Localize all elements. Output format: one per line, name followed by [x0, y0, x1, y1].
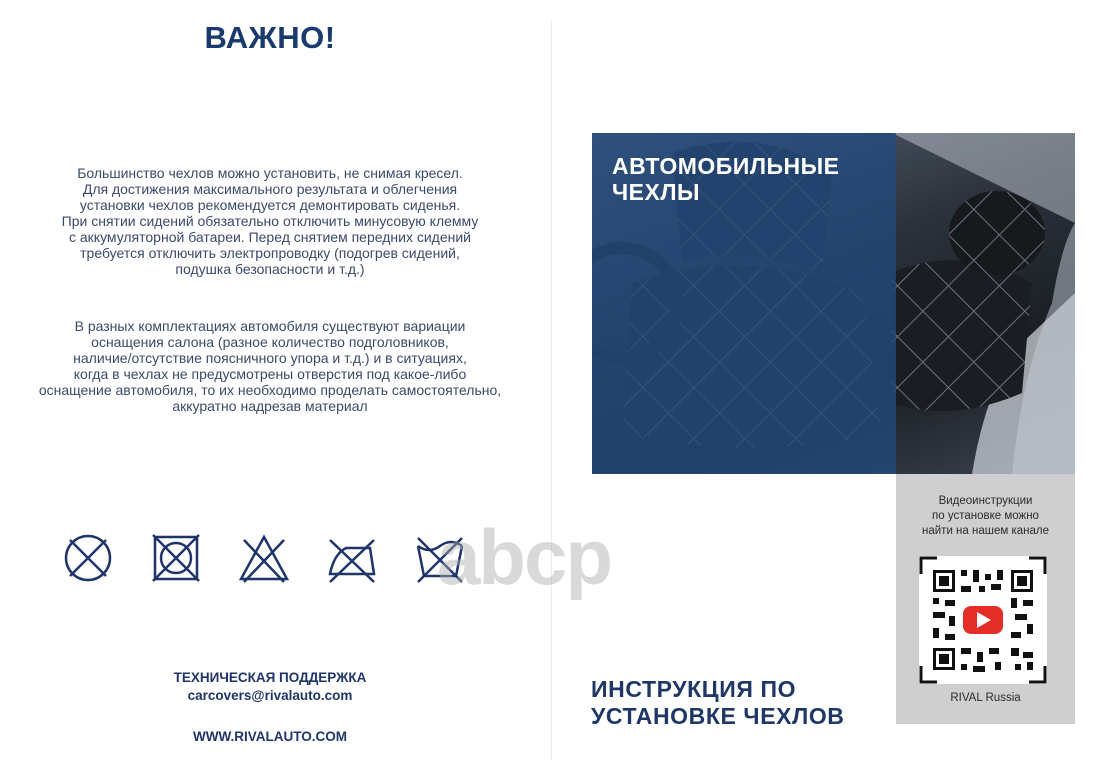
- paragraph-line: с аккумуляторной батареи. Перед снятием передних сидений: [68, 229, 471, 245]
- paragraph-line: оснащение автомобиля, то их необходимо проделать самостоятельно,: [38, 382, 502, 398]
- no-bleach-icon: [238, 532, 290, 584]
- no-wash-icon: [62, 532, 114, 584]
- right-page: [551, 0, 1100, 772]
- video-text-line: по установке можно: [932, 510, 1039, 522]
- photo-title-line: ЧЕХЛЫ: [612, 179, 700, 205]
- paragraph-line: При снятии сидений обязательно отключить минусовую клемму: [61, 213, 479, 229]
- no-iron-icon: [326, 532, 378, 584]
- instruction-title-line: УСТАНОВКЕ ЧЕХЛОВ: [591, 703, 845, 729]
- car-seat-photo: [592, 133, 1075, 474]
- page-title: ВАЖНО!: [204, 20, 336, 55]
- no-tumble-dry-icon: [150, 532, 202, 584]
- support-email-link[interactable]: carcovers@rivalauto.com: [187, 688, 353, 703]
- paragraph-line: когда в чехлах не предусмотрены отверстия под какое-либо: [73, 366, 467, 382]
- paragraph-line: В разных комплектациях автомобиля существуют вариации: [74, 318, 466, 334]
- paragraph-line: Большинство чехлов можно установить, не снимая кресел.: [77, 165, 463, 181]
- instruction-title-line: ИНСТРУКЦИЯ ПО: [591, 676, 797, 702]
- paragraph-line: установки чехлов рекомендуется демонтировать сиденья.: [79, 197, 461, 213]
- photo-title-line: АВТОМОБИЛЬНЫЕ: [612, 153, 840, 179]
- photo-title: [612, 153, 839, 205]
- care-icons: [62, 532, 482, 586]
- website-link[interactable]: WWW.RIVALAUTO.COM: [193, 729, 347, 744]
- paragraph-line: оснащения салона (разное количество подголовников,: [91, 334, 449, 350]
- instruction-title: [591, 676, 845, 730]
- video-panel: [896, 474, 1075, 724]
- paragraph-line: аккуратно надрезав материал: [172, 398, 368, 414]
- paragraph-line: Для достижения максимального результата и облегчения: [82, 181, 458, 197]
- video-text-line: найти на нашем канале: [922, 525, 1049, 537]
- video-text-line: Видеоинструкции: [938, 495, 1033, 507]
- watermark-logo: abcp: [437, 513, 612, 601]
- support-heading: ТЕХНИЧЕСКАЯ ПОДДЕРЖКА: [173, 670, 367, 685]
- instructions-paragraph-1: [10, 165, 530, 277]
- paragraph-line: подушка безопасности и т.д.): [175, 261, 365, 277]
- qr-code[interactable]: [919, 556, 1047, 684]
- channel-caption: RIVAL Russia: [950, 692, 1021, 704]
- paragraph-line: наличие/отсутствие поясничного упора и т.д.) и в ситуациях,: [73, 350, 467, 366]
- instructions-paragraph-2: [10, 318, 530, 414]
- video-instructions-text: [896, 494, 1075, 539]
- paragraph-line: требуется отключить электропроводку (подогрев сидений,: [80, 245, 460, 261]
